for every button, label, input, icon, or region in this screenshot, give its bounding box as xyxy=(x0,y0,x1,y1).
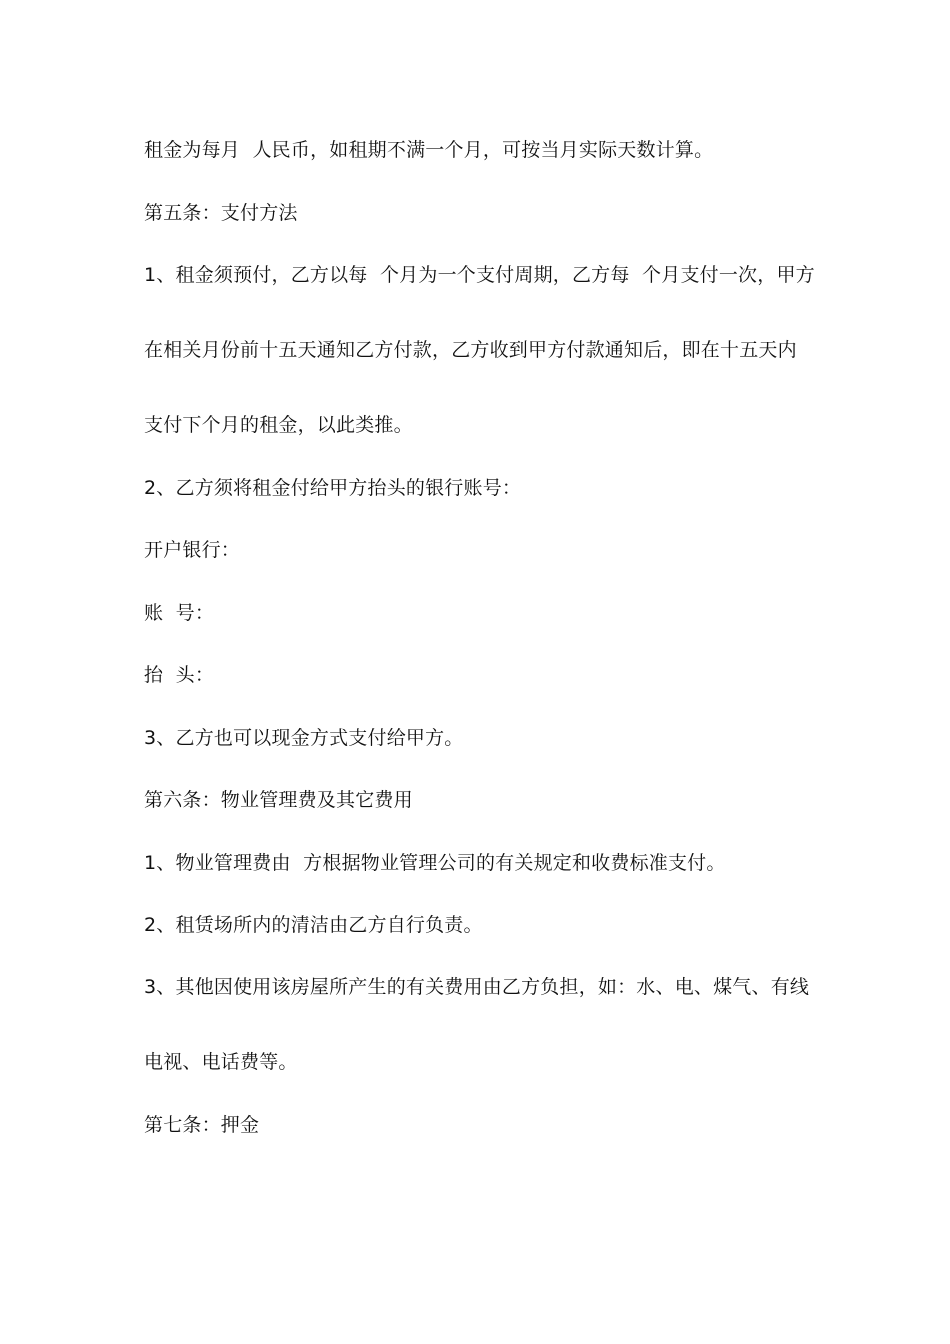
clause-5-3: 3、乙方也可以现金方式支付给甲方。 xyxy=(144,727,464,749)
account-number-field: 账 号： xyxy=(144,602,215,624)
clause-5-2: 2、乙方须将租金付给甲方抬头的银行账号： xyxy=(144,477,522,499)
article-6-heading: 第六条：物业管理费及其它费用 xyxy=(144,789,413,811)
clause-6-1: 1、物业管理费由 方根据物业管理公司的有关规定和收费标准支付。 xyxy=(144,852,726,874)
clause-6-3-line-2: 电视、电话费等。 xyxy=(144,1051,298,1073)
clause-6-3-line-1: 3、其他因使用该房屋所产生的有关费用由乙方负担，如：水、电、煤气、有线 xyxy=(144,976,810,998)
article-5-heading: 第五条：支付方法 xyxy=(144,202,298,224)
clause-5-1-line-3: 支付下个月的租金，以此类推。 xyxy=(144,414,413,436)
clause-6-2: 2、租赁场所内的清洁由乙方自行负责。 xyxy=(144,914,483,936)
clause-5-1-line-1: 1、租金须预付，乙方以每 个月为一个支付周期，乙方每 个月支付一次，甲方 xyxy=(144,264,815,286)
clause-5-1-line-2: 在相关月份前十五天通知乙方付款，乙方收到甲方付款通知后，即在十五天内 xyxy=(144,339,797,361)
article-7-heading: 第七条：押金 xyxy=(144,1114,260,1136)
bank-name-field: 开户银行： xyxy=(144,539,241,561)
account-title-field: 抬 头： xyxy=(144,664,215,686)
rent-amount-line: 租金为每月 人民币，如租期不满一个月，可按当月实际天数计算。 xyxy=(144,139,714,161)
